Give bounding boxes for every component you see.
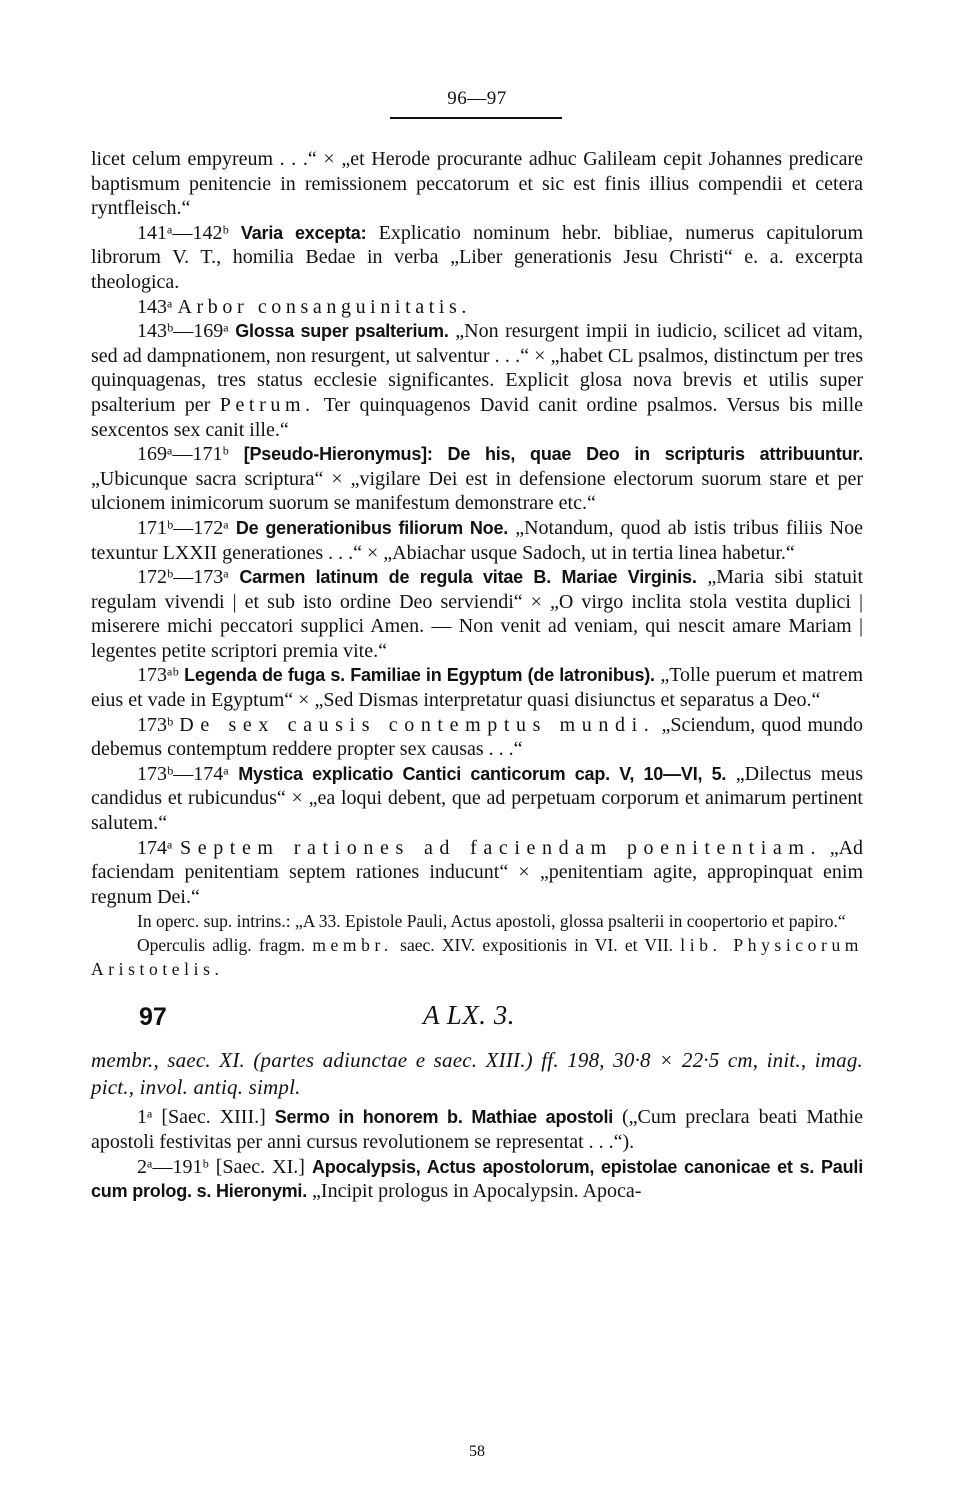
item-text: „Sciendum, quod mundo debemus contemptum reddere propter sex causas . . .“ [91, 713, 864, 761]
item-title: De generationibus filiorum Noe. [235, 517, 509, 538]
note-text-2: saec. XIV. expositionis in VI. et VII. [400, 935, 674, 956]
item-title: Legenda de fuga s. Familiae in Egyptum (de latronibus). [184, 665, 655, 686]
folio-ref: 2ᵃ—191ᵇ [137, 1155, 209, 1178]
item-text: Explicatio nominum hebr. bibliae, numerus capitulorum librorum V. T., homilia Bedae in verba „Liber generationis Jesu Christi“ e. a. excerpta theologica. [91, 221, 864, 293]
item-title: [Pseudo-Hieronymus]: De his, quae Deo in scripturis attribuuntur. [243, 444, 863, 465]
running-head: 96—97 [447, 88, 507, 109]
item-pseudo-hieronymus [91, 442, 863, 516]
item-legenda [91, 663, 863, 712]
folio-ref: 173ᵇ [137, 713, 174, 736]
folio-ref: 174ᵃ [137, 836, 173, 859]
date-note: [Saec. XIII.] [161, 1106, 266, 1129]
item-carmen [91, 565, 863, 663]
item-title: Arbor consanguinitatis. [177, 295, 472, 318]
folio-ref: 143ᵃ [137, 295, 173, 318]
description-text: membr., saec. XI. (partes adiunctae e saec. XIII.) ff. 198, 30·8 × 22·5 cm, init., imag. pict., invol. antiq. simpl. [91, 1048, 863, 1100]
note-physicorum: lib. Physicorum Aristotelis. [91, 935, 864, 980]
item-title: Mystica explicatio Cantici canticorum cap. V, 10—VI, 5. [238, 763, 727, 784]
folio-ref: 172ᵇ—173ᵃ [137, 566, 229, 589]
item-text: „Incipit prologus in Apocalypsin. Apoca- [312, 1180, 642, 1203]
item-title: Sermo in honorem b. Mathiae apostoli [274, 1107, 614, 1128]
item-mystica [91, 762, 863, 836]
folio-ref: 169ᵃ—171ᵇ [137, 443, 229, 466]
item-text: „Maria sibi statuit regulam vivendi | et sub isto ordine Deo serviendi“ × „O virgo inclita stola vestita duplici | miserere michi peccatori supplici Amen. — Non venit ad veniam, qui nescit amare Mariam | legentes petite scriptori premia vite.“ [91, 566, 864, 662]
running-head-rule [390, 117, 562, 119]
item-arbor [91, 295, 863, 320]
item-text: „Notandum, quod ab istis tribus filiis Noe texuntur LXXII generationes . . .“ × „Abiachar usque Sadoch, ut in tertia linea habetur.“ [91, 516, 863, 564]
item-title: De sex causis contemptus mundi. [179, 713, 656, 736]
paragraph-text: licet celum empyreum . . .“ × „et Herode procurante adhuc Galileam cepit Johannes predicare baptismum penitencie in remissionem peccatorum et sic est finis illius compendii et cetera ryntfleisch.“ [91, 148, 863, 220]
item-sex-causis [91, 713, 863, 762]
item-text: „Ad faciendam penitentiam septem rationes inducunt“ × „penitentiam agite, appropinquat enim regnum Dei.“ [91, 836, 864, 908]
item-varia-excepta [91, 221, 863, 295]
item-glossa [91, 319, 863, 442]
folio-ref: 143ᵇ—169ᵃ [137, 320, 229, 343]
item-title: Septem rationes ad faciendam poenitentiam. [180, 836, 823, 859]
note-text: Operculis adlig. fragm. [137, 935, 306, 956]
folio-ref: 141ᵃ—142ᵇ [137, 221, 229, 244]
item-sermo [91, 1105, 863, 1154]
item-title: Carmen latinum de regula vitae B. Mariae Virginis. [239, 567, 697, 588]
folio-ref: 173ᵇ—174ᵃ [137, 762, 229, 785]
folio-ref: 171ᵇ—172ᵃ [137, 516, 229, 539]
item-title: Apocalypsis, Actus apostolorum, epistolae canonicae et s. Pauli cum prolog. s. Hieronymi. [91, 1156, 863, 1202]
date-note: [Saec. XI.] [215, 1155, 305, 1178]
item-name: Petrum. [219, 393, 315, 416]
note-fragmenta [91, 933, 863, 981]
item-generationibus [91, 516, 863, 565]
item-text: („Cum preclara beati Mathie apostoli festivitas per anni cursus revolutionem se representat . . .“). [91, 1106, 864, 1153]
shelfmark: A LX. 3. [423, 1000, 516, 1031]
entry-number: 97 [139, 1003, 167, 1032]
entry-description [91, 1047, 863, 1101]
note-text: In operc. sup. intrins.: „A 33. Epistole Pauli, Actus apostoli, glossa psalterii in coopertorio et papiro.“ [137, 911, 846, 932]
item-text: „Non resurgent impii in iudicio, scilicet ad vitam, sed ad dampnationem, non resurgent, ut salventur . . .“ × „habet CL psalmos, distinctum per tres quinquagenas, tres status ecclesie significantes. Explicit glosa nova brevis et utilis super psalterium per [91, 320, 864, 416]
item-text: „Dilectus meus candidus et rubicundus“ × „ea loqui debent, que ad perpetuam corporum et animarum pertinent salutem.“ [91, 762, 864, 835]
folio-ref: 1ᵃ [137, 1106, 153, 1129]
note-opercula [91, 909, 863, 933]
page-number: 58 [469, 1443, 485, 1460]
item-text: „Ubicunque sacra scriptura“ × „vigilare Dei est in defensione electorum suorum stare et per ulcionem inimicorum suorum se manifestum demonstrare etc.“ [91, 467, 863, 515]
item-text: „Tolle puerum et matrem eius et vade in Egyptum“ × „Sed Dismas interpretatur quasi disiunctus et separatus a Deo.“ [91, 664, 863, 712]
item-septem-rationes [91, 836, 863, 910]
item-title: Varia excepta: [240, 222, 367, 243]
paragraph-continuation [91, 147, 863, 221]
item-title: Glossa super psalterium. [235, 321, 449, 342]
item-text-2: Ter quinquagenos David canit ordine psalmos. Versus bis mille sexcentos sex canit ille.“ [91, 393, 864, 441]
item-apocalypsis [91, 1155, 863, 1204]
body-text [91, 147, 863, 1204]
folio-ref: 173ᵃᵇ [137, 664, 179, 687]
entry-heading [91, 997, 863, 1047]
note-membr: membr. [312, 935, 393, 956]
